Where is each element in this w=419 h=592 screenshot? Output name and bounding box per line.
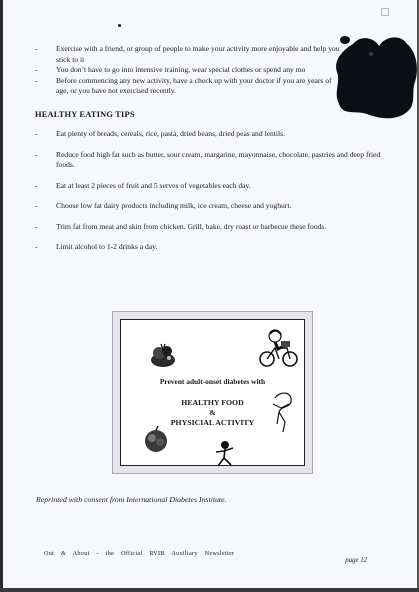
bullet-dash: - xyxy=(35,149,38,159)
bullet-dash: - xyxy=(35,129,38,138)
list-item xyxy=(35,76,345,97)
scan-edge-left xyxy=(0,0,3,592)
exercise-bullets xyxy=(35,44,345,97)
healthy-eating-list xyxy=(35,129,385,253)
cyclist-icon xyxy=(257,328,299,368)
tip-text: Eat plenty of breads, cereals, rice, pasta, dried beans, dried peas and lentils. xyxy=(56,129,285,138)
poster-frame xyxy=(120,319,305,466)
bullet-dash: - xyxy=(35,201,38,210)
list-item xyxy=(35,65,345,76)
list-item xyxy=(35,242,385,253)
diabetes-poster xyxy=(112,311,313,474)
bullet-dash: - xyxy=(35,65,38,74)
poster-title-line: HEALTHY FOOD xyxy=(181,398,244,407)
vegetables-icon xyxy=(141,426,171,454)
list-item xyxy=(35,44,345,65)
bullet-dash: - xyxy=(35,44,38,53)
poster-title-line: PHYSICIAL ACTIVITY xyxy=(170,418,255,427)
bullet-text: You don’t have to go into intensive training, wear special clothes or spend any mo xyxy=(56,65,306,74)
bullet-dash: - xyxy=(35,221,38,231)
food-pile-icon xyxy=(149,341,177,369)
tip-text: Reduce food high fat such as butter, sour cream, margarine, mayonnaise, chocolate, pastries and deep fried foods. xyxy=(56,149,381,169)
bullet-dash: - xyxy=(35,242,38,251)
reprint-credit: Reprinted with consent from International Diabetes Institute. xyxy=(36,495,227,504)
scan-speck xyxy=(118,24,121,27)
list-item xyxy=(35,222,385,233)
bullet-text: Exercise with a friend, or group of people to make your activity more enjoyable and help you stick to it xyxy=(56,44,340,64)
bullet-text: Before commencing any new activity, have a check up with your doctor if you are years of age, or you have not exercised recently. xyxy=(56,75,332,95)
list-item xyxy=(35,201,385,212)
list-item xyxy=(35,181,385,192)
jogger-icon xyxy=(212,440,238,468)
poster-ampersand: & xyxy=(209,408,216,417)
tip-text: Choose low fat dairy products including milk, ice cream, cheese and yoghurt. xyxy=(56,201,292,210)
page-number: page 12 xyxy=(345,557,367,564)
bullet-dash: - xyxy=(35,180,38,190)
newsletter-footer: Out & About - the Official RVIB Auxiliary Newsletter xyxy=(44,550,235,557)
tip-text: Trim fat from meat and skin from chicken. Grill, bake, dry roast or barbecue these foods. xyxy=(56,221,327,231)
poster-headline: Prevent adult-onset diabetes with xyxy=(159,377,266,386)
bullet-dash: - xyxy=(35,75,38,85)
tip-text: Eat at least 2 pieces of fruit and 5 serves of vegetables each day. xyxy=(56,180,251,190)
list-item xyxy=(35,150,385,171)
scan-edge-bottom xyxy=(0,588,419,592)
section-heading: HEALTHY EATING TIPS xyxy=(35,110,135,119)
list-item xyxy=(35,129,385,140)
corner-mark xyxy=(381,8,389,16)
tip-text: Limit alcohol to 1-2 drinks a day. xyxy=(56,242,158,251)
